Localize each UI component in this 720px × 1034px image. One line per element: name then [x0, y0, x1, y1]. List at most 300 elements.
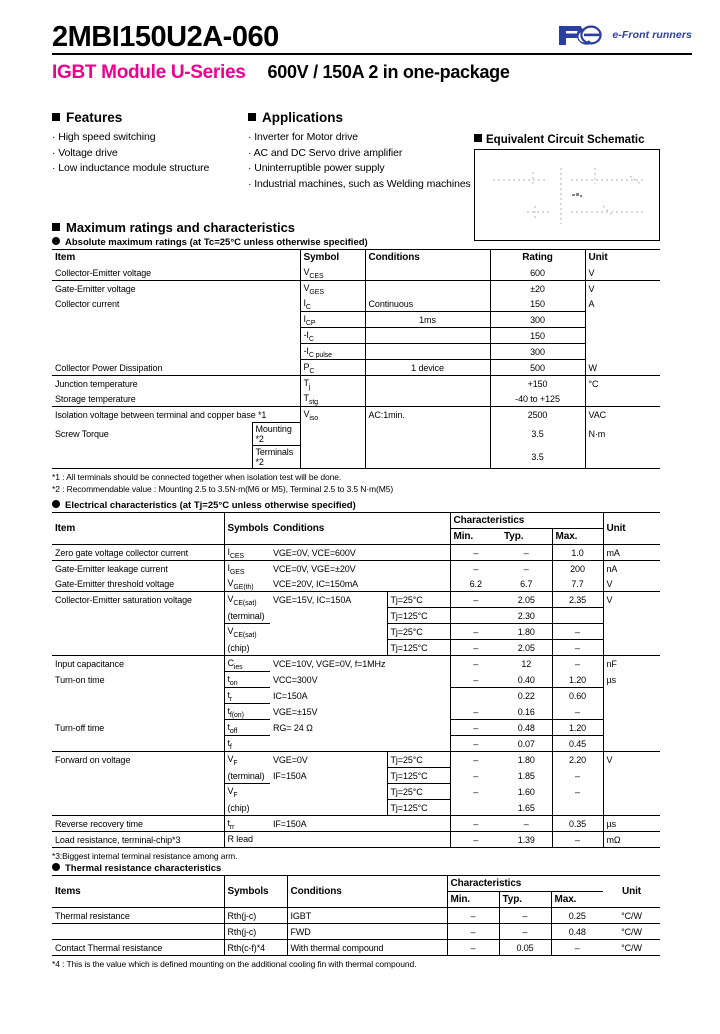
- cell-item: Collector current: [55, 299, 120, 310]
- cell-item: Gate-Emitter voltage: [55, 283, 136, 294]
- col-item: Item: [55, 252, 76, 264]
- cell-symbol: $V_{iso}$: [300, 407, 365, 423]
- bullet-dot-icon: [52, 237, 60, 245]
- cell-conditions: [365, 391, 490, 407]
- cell-item: [52, 704, 224, 720]
- cell-symbol: Rth(c-f)*4: [224, 940, 287, 956]
- cell-unit: VAC: [585, 407, 660, 423]
- cell-item: [52, 784, 224, 800]
- cell-unit: °C/W: [603, 940, 660, 956]
- cell-item: [52, 736, 224, 752]
- features-heading: [52, 110, 248, 125]
- electrical-subtitle: [52, 500, 720, 511]
- cell-item: Turn-off time: [55, 722, 105, 733]
- cell-conditions: VCE=20V, IC=150mA: [273, 578, 359, 589]
- cell-symbol: $V_{CE(sat)}$: [224, 592, 270, 608]
- cell-unit: V: [585, 265, 660, 281]
- cell-item: Junction temperature: [55, 378, 138, 389]
- table-row: [52, 376, 660, 392]
- col-rating: Rating: [490, 250, 585, 266]
- cell-max: –: [551, 940, 603, 956]
- cell-min: –: [447, 940, 499, 956]
- cell-min: –: [450, 545, 501, 561]
- cell-typ: –: [523, 818, 529, 829]
- cell-conditions: [270, 640, 387, 656]
- cell-item: [52, 768, 224, 784]
- cell-symbol: $I_C$: [300, 296, 365, 312]
- cell-unit: [603, 640, 660, 656]
- cell-rating: 300: [490, 312, 585, 328]
- cell-conditions: IF=150A: [273, 818, 307, 829]
- cell-typ: 1.65: [517, 802, 535, 813]
- table-row: [52, 391, 660, 407]
- cell-unit: [603, 784, 660, 800]
- applications-heading: [248, 110, 486, 125]
- cell-max: 7.7: [552, 576, 603, 592]
- datasheet-page: [0, 22, 720, 1034]
- cell-typ: 0.40: [517, 674, 535, 685]
- col-typ: Typ.: [504, 531, 524, 543]
- table-row: [52, 576, 660, 592]
- cell-conditions: IGBT: [287, 908, 447, 924]
- cell-conditions: 1ms: [365, 312, 490, 328]
- cell-max: –: [552, 704, 603, 720]
- cell-symbol: $V_F$: [224, 752, 270, 768]
- cell-conditions: VGE=0V, VCE=600V: [273, 547, 356, 558]
- cell-item: Turn-on time: [55, 674, 105, 685]
- schematic-figure: [474, 149, 660, 241]
- logo-tagline: e-Front runners: [612, 29, 692, 41]
- cell-symbol: Rth(j-c): [224, 908, 287, 924]
- table-row: [52, 624, 660, 640]
- cell-typ: 1.80: [517, 755, 535, 766]
- cell-item: Collector-Emitter saturation voltage: [55, 595, 192, 606]
- cell-unit: µs: [603, 816, 660, 832]
- table-row: [52, 561, 660, 577]
- cell-min: –: [450, 784, 501, 800]
- cell-conditions: [270, 784, 387, 800]
- cell-unit: W: [585, 360, 660, 376]
- page-header: [52, 22, 692, 84]
- cell-conditions: AC:1min.: [365, 407, 490, 423]
- table-row: [52, 328, 660, 344]
- cell-max: 0.48: [551, 924, 603, 940]
- cell-conditions-tj: Tj=125°C: [387, 640, 450, 656]
- bullet-square-icon: [474, 134, 482, 142]
- cell-conditions: With thermal compound: [287, 940, 447, 956]
- cell-min: –: [447, 908, 499, 924]
- list-item: · High speed switching: [52, 131, 156, 144]
- cell-unit: V: [603, 592, 660, 608]
- cell-item: [52, 344, 300, 360]
- list-item: · Uninterruptible power supply: [248, 162, 385, 175]
- cell-typ: 0.16: [517, 706, 535, 717]
- cell-unit: [585, 312, 660, 328]
- table-row: [52, 688, 660, 704]
- table-row: [52, 720, 660, 736]
- cell-symbol: $t_{rr}$: [224, 816, 270, 832]
- cell-conditions: [270, 800, 387, 816]
- cell-symbol: Rth(j-c): [224, 924, 287, 940]
- cell-symbol: $-I_C$: [300, 328, 365, 344]
- cell-symbol: $T_{stg}$: [300, 391, 365, 407]
- cell-symbol: $I_{GES}$: [224, 561, 270, 577]
- cell-conditions-tj: Tj=125°C: [387, 800, 450, 816]
- cell-rating: 2500: [490, 407, 585, 423]
- cell-symbol: $t_{on}$: [224, 672, 270, 688]
- cell-typ: –: [523, 563, 529, 574]
- table-row: [52, 816, 660, 832]
- cell-min: –: [450, 816, 501, 832]
- cell-max: [552, 608, 603, 624]
- cell-conditions: [365, 328, 490, 344]
- cell-max: –: [552, 656, 603, 672]
- cell-symbol: $t_{f(on)}$: [224, 704, 270, 720]
- bullet-dot-icon: [52, 500, 60, 508]
- table-row-torque: [52, 446, 660, 469]
- thermal-subtitle: [52, 863, 720, 874]
- cell-conditions: VGE=0V: [273, 755, 308, 766]
- cell-typ: 0.22: [501, 688, 552, 704]
- cell-item: Forward on voltage: [55, 755, 131, 766]
- cell-min: –: [450, 704, 501, 720]
- cell-symbol: $-I_{C pulse}$: [300, 344, 365, 360]
- cell-conditions: [270, 736, 450, 752]
- cell-symbol-note: (chip): [224, 640, 270, 656]
- cell-unit: [603, 800, 660, 816]
- col-unit: Unit: [603, 513, 660, 545]
- table-row: [52, 265, 660, 281]
- cell-conditions: VGE=±15V: [273, 706, 318, 717]
- cell-rating: 150: [490, 296, 585, 312]
- cell-conditions: IC=150A: [273, 690, 308, 701]
- cell-unit: [603, 608, 660, 624]
- list-item: · AC and DC Servo drive amplifier: [248, 146, 403, 159]
- cell-unit: nF: [603, 656, 660, 672]
- footnote-1: *1 : All terminals should be connected together when isolation test will be done.: [52, 472, 342, 483]
- equivalent-circuit-schematic: [474, 134, 660, 241]
- table-row: [52, 832, 660, 848]
- cell-rating: 600: [490, 265, 585, 281]
- bullet-dot-icon: [52, 863, 60, 871]
- cell-unit: [585, 391, 660, 407]
- cell-item: [52, 800, 224, 816]
- col-characteristics: Characteristics: [450, 513, 603, 529]
- cell-symbol: [300, 423, 365, 446]
- cell-min: –: [450, 640, 501, 656]
- cell-unit: [603, 736, 660, 752]
- cell-symbol: [300, 446, 365, 469]
- table-row: [52, 296, 660, 312]
- cell-symbol: R lead: [224, 832, 270, 848]
- table-row-isolation: [52, 407, 660, 423]
- list-item: · Voltage drive: [52, 146, 118, 159]
- cell-conditions: [270, 624, 387, 640]
- table-row: [52, 908, 660, 924]
- cell-min: –: [450, 656, 501, 672]
- bullet-square-icon: [52, 113, 60, 121]
- col-items: Items: [55, 886, 81, 898]
- cell-min: –: [450, 832, 501, 848]
- cell-max: 2.20: [552, 752, 603, 768]
- table-row: [52, 768, 660, 784]
- cell-max: –: [552, 832, 603, 848]
- bullet-square-icon: [248, 113, 256, 121]
- col-characteristics: Characteristics: [447, 876, 603, 892]
- footnote-3: *3:Biggest internal terminal resistance among arm.: [52, 851, 238, 862]
- col-item: Item: [55, 523, 76, 535]
- cell-min: [450, 688, 501, 704]
- table-row: [52, 281, 660, 297]
- cell-unit: mΩ: [603, 832, 660, 848]
- cell-typ: 1.60: [517, 786, 535, 797]
- table-row: [52, 640, 660, 656]
- table-header-row: [52, 250, 660, 266]
- cell-symbol: $V_{CE(sat)}$: [224, 624, 270, 640]
- cell-rating: 500: [490, 360, 585, 376]
- cell-symbol-note: (terminal): [224, 608, 270, 624]
- cell-typ: 2.30: [501, 608, 552, 624]
- cell-min: [450, 608, 501, 624]
- cell-item: [52, 446, 252, 469]
- cell-unit: [603, 720, 660, 736]
- list-item: · Inverter for Motor drive: [248, 131, 359, 144]
- table-header-row: [52, 876, 660, 892]
- cell-unit: µs: [603, 672, 660, 688]
- table-row: [52, 736, 660, 752]
- cell-max: –: [552, 624, 603, 640]
- cell-typ: –: [499, 924, 551, 940]
- cell-typ: 0.07: [501, 736, 552, 752]
- cell-min: –: [450, 752, 501, 768]
- cell-symbol: $I_{CES}$: [224, 545, 270, 561]
- cell-unit: nA: [603, 561, 660, 577]
- cell-max: 0.45: [552, 736, 603, 752]
- cell-item: Zero gate voltage collector current: [55, 547, 189, 558]
- table-row: [52, 656, 660, 672]
- cell-unit: [603, 704, 660, 720]
- table-row: [52, 608, 660, 624]
- table-row-torque: [52, 423, 660, 446]
- cell-typ: 12: [521, 659, 532, 670]
- cell-max: 0.25: [551, 908, 603, 924]
- cell-symbol: $P_C$: [300, 360, 365, 376]
- cell-max: –: [552, 784, 603, 800]
- cell-unit: °C/W: [621, 926, 642, 937]
- table-header-row: [52, 513, 660, 529]
- cell-conditions: [365, 446, 490, 469]
- cell-conditions: [365, 423, 490, 446]
- cell-conditions: VCC=300V: [273, 674, 318, 685]
- cell-item: [52, 640, 224, 656]
- cell-unit: [585, 446, 660, 469]
- cell-symbol-note: (terminal): [224, 768, 270, 784]
- cell-item: Thermal resistance: [55, 910, 130, 921]
- cell-max: 1.0: [552, 545, 603, 561]
- cell-max: –: [552, 640, 603, 656]
- max-ratings-subtitle-text: Absolute maximum ratings (at Tc=25°C unless otherwise specified): [65, 237, 368, 249]
- col-min: Min.: [447, 892, 499, 908]
- footnote-2: *2 : Recommendable value : Mounting 2.5 to 3.5N·m(M6 or M5), Terminal 2.5 to 3.5 N·m(M5): [52, 484, 394, 495]
- cell-typ: 0.48: [501, 720, 552, 736]
- cell-typ: 1.39: [501, 832, 552, 848]
- cell-conditions: RG= 24 Ω: [273, 722, 313, 733]
- cell-unit: [603, 768, 660, 784]
- cell-conditions: [270, 832, 450, 848]
- cell-conditions: [365, 265, 490, 281]
- cell-max: 0.60: [552, 688, 603, 704]
- table-row: [52, 360, 660, 376]
- bullet-square-icon: [52, 223, 60, 231]
- cell-min: –: [450, 592, 501, 608]
- schematic-heading: [474, 134, 660, 146]
- page-title: 2MBI150U2A-060: [52, 21, 279, 53]
- thermal-resistance-table: [52, 875, 660, 956]
- schematic-title: Equivalent Circuit Schematic: [486, 134, 645, 146]
- features-block: [52, 110, 248, 192]
- cell-typ: 2.05: [517, 594, 535, 605]
- cell-conditions-tj: Tj=25°C: [387, 752, 450, 768]
- cell-item: Gate-Emitter leakage current: [55, 563, 168, 574]
- table-row: [52, 800, 660, 816]
- cell-conditions: [365, 376, 490, 392]
- cell-typ: –: [523, 547, 529, 558]
- cell-symbol: $V_{GES}$: [300, 281, 365, 297]
- cell-max: –: [552, 768, 603, 784]
- cell-symbol-note: (chip): [224, 800, 270, 816]
- cell-max: [552, 800, 603, 816]
- cell-max: 2.35: [552, 592, 603, 608]
- cell-rating: ±20: [490, 281, 585, 297]
- cell-item: Reverse recovery time: [55, 818, 143, 829]
- cell-conditions-tj: Tj=25°C: [387, 624, 450, 640]
- col-max: Max.: [551, 892, 603, 908]
- cell-item: [52, 624, 224, 640]
- cell-unit: °C/W: [621, 910, 642, 921]
- col-unit: Unit: [621, 886, 642, 898]
- cell-item: Contact Thermal resistance: [52, 940, 224, 956]
- cell-unit: V: [603, 752, 660, 768]
- cell-item: Screw Torque: [55, 429, 109, 440]
- cell-symbol: $V_{CES}$: [300, 265, 365, 281]
- ratings-summary: 600V / 150A 2 in one-package: [267, 62, 510, 83]
- applications-title: Applications: [262, 110, 344, 126]
- table-row: [52, 940, 660, 956]
- cell-typ: 6.7: [520, 578, 533, 589]
- thermal-subtitle-text: Thermal resistance characteristics: [65, 863, 222, 875]
- cell-unit: V: [585, 281, 660, 297]
- cell-min: –: [450, 720, 501, 736]
- cell-conditions: Continuous: [365, 296, 490, 312]
- cell-symbol: $t_{off}$: [224, 720, 270, 736]
- cell-max: 1.20: [552, 720, 603, 736]
- cell-min: –: [450, 561, 501, 577]
- cell-conditions-tj: Tj=25°C: [387, 784, 450, 800]
- cell-item: [52, 924, 224, 940]
- col-symbol: Symbol: [300, 250, 365, 266]
- electrical-subtitle-text: Electrical characteristics (at Tj=25°C unless otherwise specified): [65, 500, 356, 512]
- cell-conditions: [270, 608, 387, 624]
- cell-symbol: $t_r$: [224, 688, 270, 704]
- cell-symbol: $C_{ies}$: [224, 656, 270, 672]
- col-unit: Unit: [585, 250, 660, 266]
- cell-rating: 150: [490, 328, 585, 344]
- cell-unit: N·m: [585, 423, 660, 446]
- cell-min: [450, 800, 501, 816]
- cell-conditions: VGE=15V, IC=150A: [273, 595, 352, 606]
- cell-conditions: [365, 344, 490, 360]
- cell-rating: 3.5: [490, 446, 585, 469]
- table-row: [52, 545, 660, 561]
- cell-conditions: IF=150A: [273, 770, 307, 781]
- cell-item: Storage temperature: [55, 393, 136, 404]
- cell-typ: 1.80: [501, 624, 552, 640]
- cell-symbol: $V_{GE(th)}$: [224, 576, 270, 592]
- cell-rating: 3.5: [490, 423, 585, 446]
- cell-item: Collector Power Dissipation: [55, 362, 163, 373]
- applications-block: [248, 110, 486, 192]
- table-row: [52, 704, 660, 720]
- footnote-4: *4 : This is the value which is defined mounting on the additional cooling fin with thermal compound.: [52, 959, 417, 970]
- features-title: Features: [66, 110, 123, 126]
- cell-typ: 0.05: [499, 940, 551, 956]
- cell-conditions: VCE=0V, VGE=±20V: [273, 563, 356, 574]
- cell-max: 0.35: [552, 816, 603, 832]
- cell-item: Gate-Emitter threshold voltage: [55, 578, 175, 589]
- cell-item: [52, 312, 300, 328]
- cell-item: [52, 688, 224, 704]
- cell-item: Isolation voltage between terminal and copper base *1: [55, 409, 267, 420]
- cell-rating: -40 to +125: [490, 391, 585, 407]
- cell-min: 6.2: [450, 576, 501, 592]
- series-label: IGBT Module U-Series: [52, 62, 246, 84]
- cell-min: –: [450, 624, 501, 640]
- cell-min: –: [447, 924, 499, 940]
- cell-symbol: $I_{CP}$: [300, 312, 365, 328]
- list-item: · Industrial machines, such as Welding machines: [248, 177, 471, 190]
- fe-logo-icon: [557, 24, 609, 46]
- cell-symbol: $V_F$: [224, 784, 270, 800]
- cell-conditions-tj: Tj=25°C: [387, 592, 450, 608]
- cell-item: Collector-Emitter voltage: [55, 267, 152, 278]
- title-underline: [52, 53, 692, 55]
- table-row: [52, 784, 660, 800]
- cell-item: [52, 608, 224, 624]
- table-row: [52, 672, 660, 688]
- cell-unit: A: [585, 296, 660, 312]
- cell-rating: 300: [490, 344, 585, 360]
- cell-unit: [603, 688, 660, 704]
- cell-typ: 2.05: [501, 640, 552, 656]
- cell-conditions-tj: Tj=125°C: [387, 608, 450, 624]
- cell-typ: –: [499, 908, 551, 924]
- col-typ: Typ.: [499, 892, 551, 908]
- cell-rating: +150: [490, 376, 585, 392]
- cell-conditions-tj: Tj=125°C: [387, 768, 450, 784]
- cell-min: –: [450, 768, 501, 784]
- col-conditions: Conditions: [273, 523, 325, 535]
- cell-max: 1.20: [552, 672, 603, 688]
- cell-item: [52, 328, 300, 344]
- cell-subitem: Mounting *2: [252, 423, 300, 446]
- col-min: Min.: [450, 529, 501, 545]
- cell-symbol: $t_f$: [224, 736, 270, 752]
- list-item: · Low inductance module structure: [52, 162, 210, 175]
- cell-item: Input capacitance: [55, 659, 124, 670]
- cell-unit: V: [603, 576, 660, 592]
- cell-min: –: [450, 736, 501, 752]
- cell-typ: 1.85: [517, 770, 535, 781]
